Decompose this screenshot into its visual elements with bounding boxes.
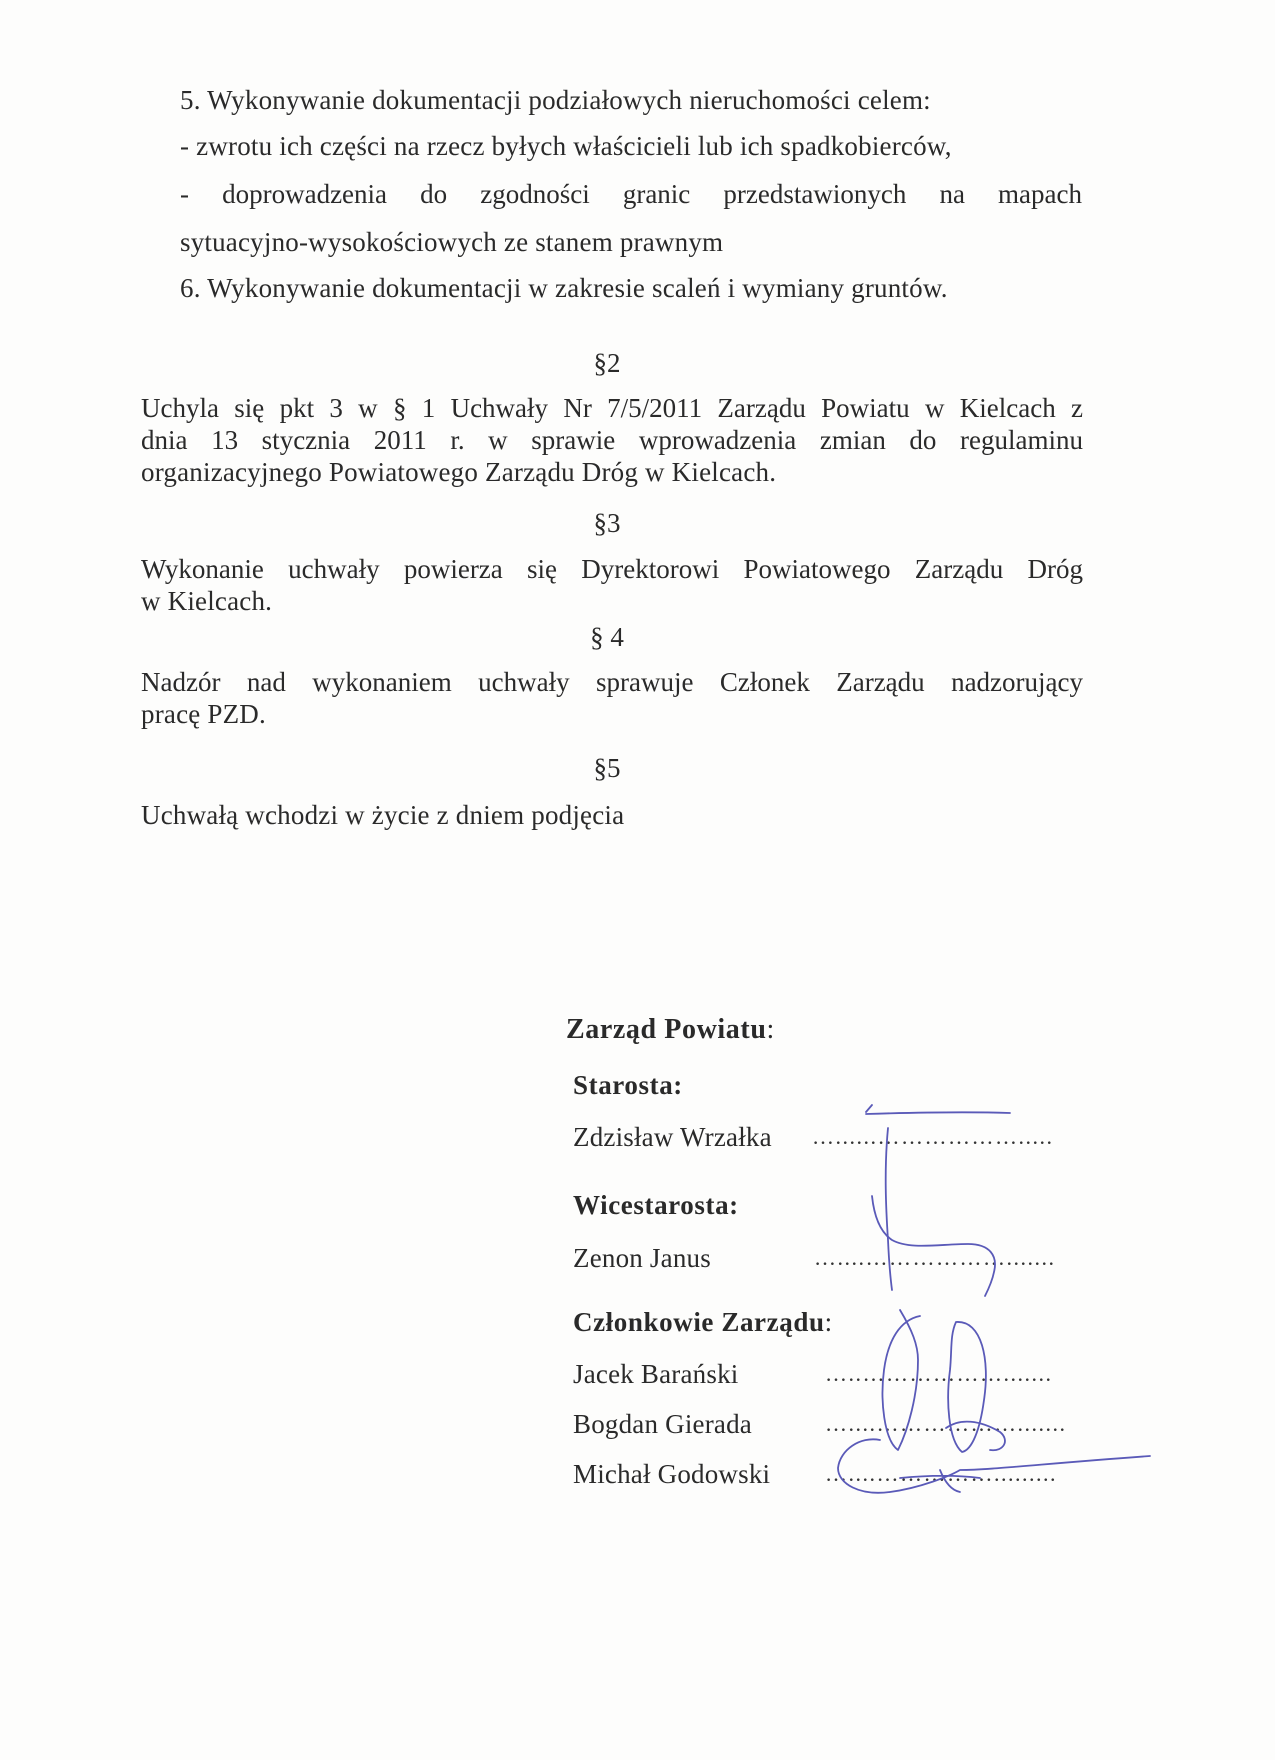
starosta-name: Zdzisław Wrzałka [573,1122,772,1152]
member-2-name: Bogdan Gierada [573,1409,752,1439]
starosta-label: Starosta: [573,1070,683,1100]
board-title [566,1014,775,1046]
member-1-name: Jacek Barański [573,1359,739,1389]
member-1-signature-line: …..………………....... [825,1361,1053,1386]
wicestarosta-name: Zenon Janus [573,1243,711,1273]
starosta-signature-line: …......………………..... [812,1124,1054,1149]
list-dash-2-cont: sytuacyjno-wysokościowych ze stanem prawnym [180,227,724,257]
section-2-heading: §2 [593,348,621,378]
board-title-colon: : [766,1014,775,1045]
section-5-heading: §5 [593,753,621,783]
members-label-text: Członkowie Zarządu [573,1307,825,1337]
section-3-line-2: w Kielcach. [141,586,273,616]
members-label-colon: : [824,1307,833,1337]
section-3-line-1: Wykonanie uchwały powierza się Dyrektorowi Powiatowego Zarządu Dróg [141,554,1083,584]
section-3-heading: §3 [593,508,621,538]
section-2-line-2: dnia 13 stycznia 2011 r. w sprawie wprowadzenia zmian do regulaminu [141,425,1083,455]
member-2-signature-line: …....………………....... [825,1411,1067,1436]
member-3-signature-line: …....……………......... [825,1461,1057,1486]
board-title-text: Zarząd Powiatu [566,1014,767,1045]
section-4-heading: § 4 [590,622,624,652]
section-4-line-1: Nadzór nad wykonaniem uchwały sprawuje Członek Zarządu nadzorujący [141,667,1083,697]
section-4-line-2: pracę PZD. [141,699,266,729]
list-dash-1: - zwrotu ich części na rzecz byłych właścicieli lub ich spadkobierców, [180,131,952,161]
list-item-6: 6. Wykonywanie dokumentacji w zakresie scaleń i wymiany gruntów. [180,273,948,303]
list-dash-2: - doprowadzenia do zgodności granic przedstawionych na mapach [180,179,1082,209]
members-label [573,1306,832,1338]
section-2-line-1: Uchyla się pkt 3 w § 1 Uchwały Nr 7/5/2011 Zarządu Powiatu w Kielcach z [141,393,1083,423]
list-item-5: 5. Wykonywanie dokumentacji podziałowych nieruchomości celem: [180,85,931,115]
section-2-line-3: organizacyjnego Powiatowego Zarządu Dróg w Kielcach. [141,457,777,487]
section-5-line-1: Uchwałą wchodzi w życie z dniem podjęcia [141,800,625,830]
member-3-name: Michał Godowski [573,1459,771,1489]
wicestarosta-signature-line: …....………………....... [814,1245,1056,1270]
signature-starosta [866,1105,1010,1114]
wicestarosta-label: Wicestarosta: [573,1190,739,1220]
